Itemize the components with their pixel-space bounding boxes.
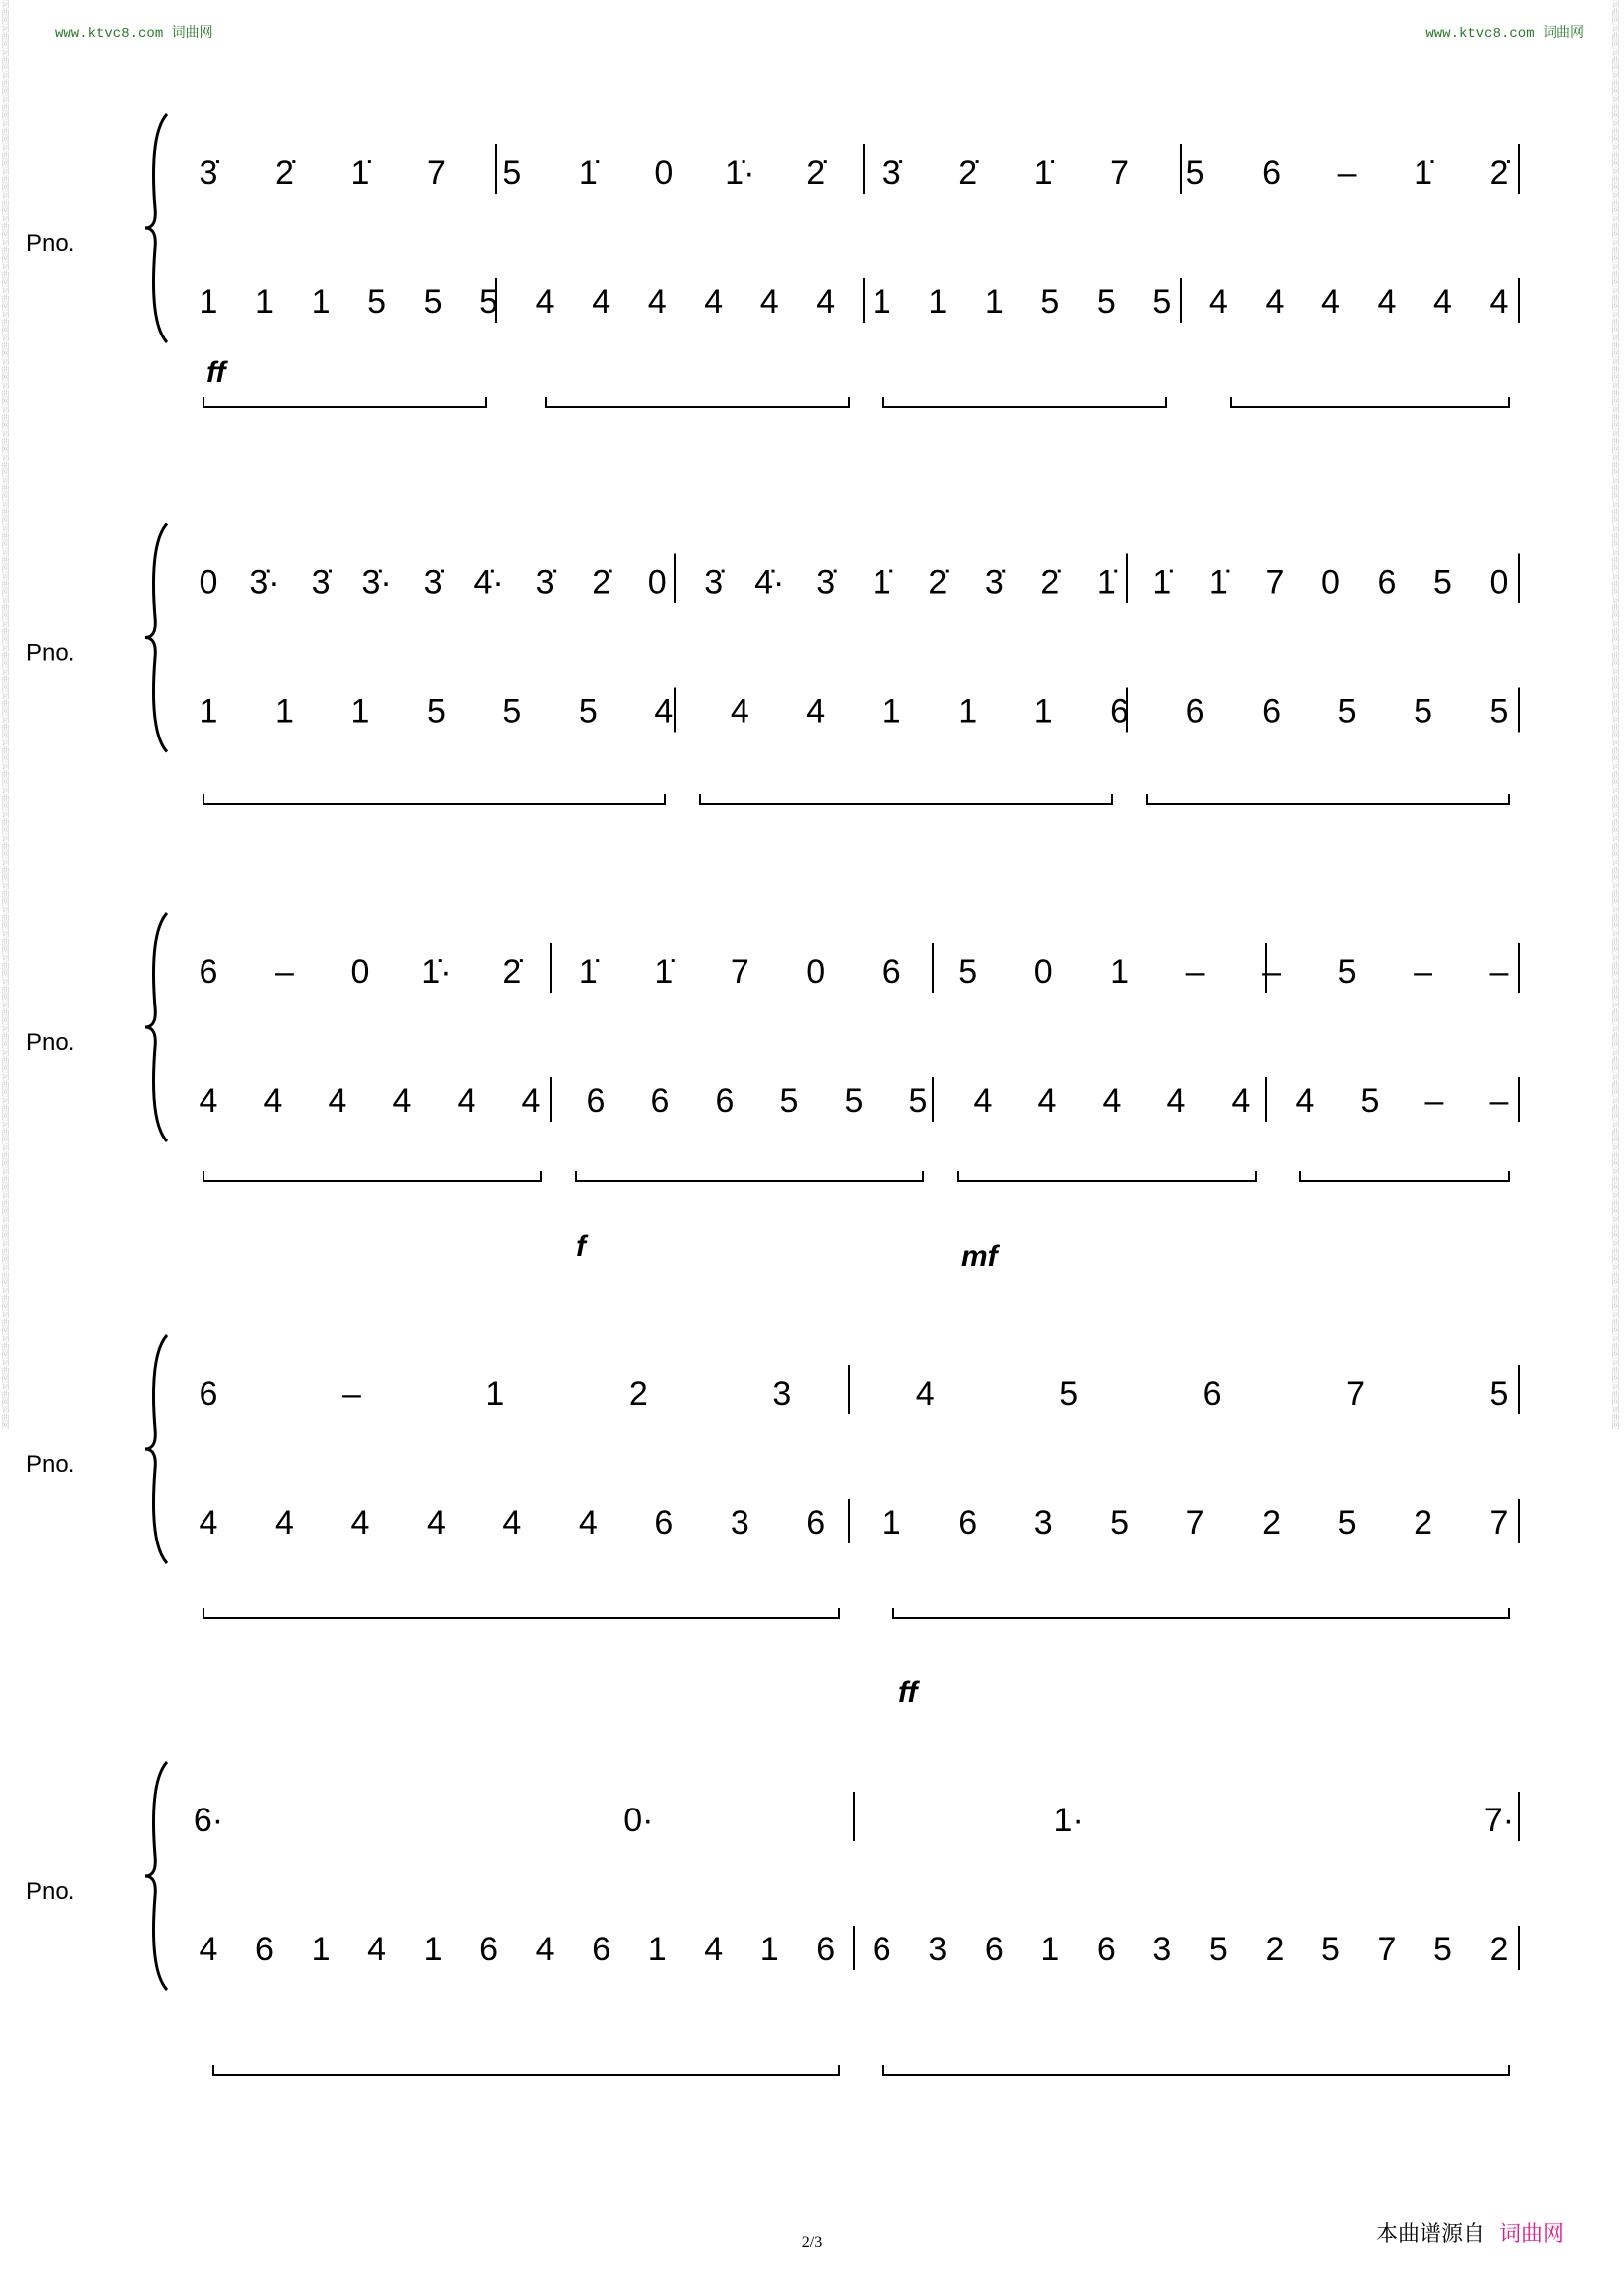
upper-note: 3̇ — [984, 563, 1004, 602]
instrument-label: Pno. — [26, 639, 75, 667]
upper-note: 1̇ — [1096, 563, 1116, 602]
lower-note: 5 — [1320, 1931, 1340, 1968]
lower-note: 2 — [1262, 1504, 1282, 1541]
lower-note: – — [1424, 1082, 1444, 1120]
lower-note: 6 — [586, 1082, 606, 1120]
lower-note: 1 — [872, 283, 891, 321]
lower-note: 6 — [1110, 692, 1130, 731]
upper-note: 1̇ — [1152, 563, 1172, 602]
measure-bracket — [546, 397, 849, 407]
lower-note: 1 — [275, 692, 294, 731]
upper-note: 6· — [193, 1802, 224, 1839]
upper-note: 2̇ — [806, 154, 826, 192]
upper-note: – — [1337, 154, 1357, 192]
staff-brace — [145, 1762, 167, 1990]
lower-note: 4 — [535, 283, 555, 321]
lower-note: 6 — [654, 1504, 674, 1541]
staff-brace — [145, 114, 167, 342]
lower-note: 5 — [479, 283, 499, 321]
lower-note: 4 — [806, 692, 826, 731]
lower-note: 4 — [1489, 283, 1509, 321]
lower-note: 1 — [881, 692, 901, 731]
dynamic-ff: ff — [898, 1676, 918, 1709]
staff-brace — [145, 913, 167, 1141]
side-watermark-right: 词曲网词曲网词曲网词曲网词曲网词曲网词曲网词曲网词曲网词曲网词曲网词曲网词曲网词曲网词曲网词曲网词曲网词曲网词曲网词曲网词曲网词曲网词曲网词曲网词曲网词曲网词曲网词曲网词曲网词曲网词曲网词曲网词曲网词曲网词曲网词曲网词曲网词曲网词曲网词曲网词曲网词曲网词曲网词曲网词曲网词曲网词曲网词曲网词曲网词曲网词曲网词曲网词曲网词曲网词曲网词曲网词曲网词曲网词曲网词曲网 — [1611, 0, 1620, 1429]
lower-note: 4 — [350, 1504, 370, 1541]
lower-note: 4 — [759, 283, 779, 321]
upper-note: 4̇· — [754, 563, 785, 602]
upper-note: 2̇ — [502, 953, 522, 991]
lower-note: 5 — [367, 283, 387, 321]
upper-note: 0 — [1320, 563, 1340, 602]
lower-note: 5 — [779, 1082, 799, 1120]
lower-note: 5 — [423, 283, 443, 321]
upper-note: 1· — [1053, 1802, 1084, 1839]
instrument-label: Pno. — [26, 1451, 75, 1478]
measure-bracket — [883, 397, 1166, 407]
header-right-url: www.ktvc8.com 词曲网 — [1425, 26, 1584, 42]
lower-note: 6 — [715, 1082, 735, 1120]
upper-note: 1̇ — [578, 953, 598, 991]
lower-note: 6 — [592, 1931, 611, 1968]
staff-brace — [145, 1335, 167, 1563]
upper-note: 7 — [1265, 563, 1285, 602]
lower-note: 2 — [1489, 1931, 1509, 1968]
upper-note: 0 — [350, 953, 370, 991]
upper-note: 6 — [199, 953, 218, 991]
upper-note: 3̇ — [199, 154, 218, 192]
measure-bracket — [203, 1608, 839, 1618]
upper-note: 7 — [730, 953, 749, 991]
upper-note: 1̇ — [654, 953, 674, 991]
measure-bracket — [1300, 1171, 1509, 1181]
upper-note: 5 — [1185, 154, 1205, 192]
lower-note: 1 — [928, 283, 948, 321]
lower-note: 7 — [1489, 1504, 1509, 1541]
lower-note: 5 — [1337, 692, 1357, 731]
lower-note: 5 — [1337, 1504, 1357, 1541]
lower-note: 4 — [1265, 283, 1285, 321]
lower-note: 4 — [1102, 1082, 1122, 1120]
credit-brand: 词曲网 — [1498, 2221, 1564, 2246]
upper-note: 3̇· — [249, 563, 280, 602]
lower-note: 3 — [1152, 1931, 1172, 1968]
instrument-label: Pno. — [26, 230, 75, 257]
upper-note: 3̇ — [816, 563, 836, 602]
lower-note: 5 — [844, 1082, 864, 1120]
lower-note: 1 — [423, 1931, 443, 1968]
measure-bracket — [1231, 397, 1509, 407]
upper-note: 6 — [1202, 1375, 1222, 1412]
credit-prefix: 本曲谱源自 — [1375, 2221, 1485, 2246]
lower-note: 4 — [816, 283, 836, 321]
measure-bracket — [203, 794, 665, 804]
upper-note: 5 — [1433, 563, 1452, 602]
upper-note: 2 — [628, 1375, 648, 1412]
lower-note: 1 — [311, 283, 331, 321]
upper-note: 6 — [1262, 154, 1282, 192]
upper-note: – — [1185, 953, 1205, 991]
upper-note: 0· — [623, 1802, 654, 1839]
lower-note: 4 — [502, 1504, 522, 1541]
lower-note: 5 — [1360, 1082, 1380, 1120]
lower-note: 4 — [1166, 1082, 1186, 1120]
lower-note: 5 — [908, 1082, 928, 1120]
lower-note: 7 — [1185, 1504, 1205, 1541]
upper-note: 4 — [915, 1375, 935, 1412]
lower-note: 4 — [199, 1931, 218, 1968]
lower-note: 6 — [816, 1931, 836, 1968]
upper-note: 3̇ — [881, 154, 901, 192]
lower-note: 5 — [578, 692, 598, 731]
measure-bracket — [203, 1171, 541, 1181]
upper-note: 4̇· — [474, 563, 504, 602]
lower-note: 1 — [199, 283, 218, 321]
lower-note: 4 — [1295, 1082, 1315, 1120]
lower-note: 6 — [1096, 1931, 1116, 1968]
lower-note: 4 — [704, 1931, 724, 1968]
lower-note: 1 — [958, 692, 978, 731]
upper-note: 1̇ — [350, 154, 370, 192]
upper-note: 3̇ — [704, 563, 724, 602]
upper-note: 1̇ — [1208, 563, 1228, 602]
lower-note: 4 — [730, 692, 749, 731]
upper-note: 0 — [1489, 563, 1509, 602]
lower-note: 4 — [1208, 283, 1228, 321]
upper-note: 5 — [958, 953, 978, 991]
lower-note: 3 — [1033, 1504, 1053, 1541]
lower-note: 5 — [1152, 283, 1172, 321]
upper-note: – — [1489, 953, 1509, 991]
lower-note: 5 — [1433, 1931, 1452, 1968]
lower-note: 6 — [984, 1931, 1004, 1968]
lower-note: 3 — [730, 1504, 749, 1541]
measure-bracket — [893, 1608, 1509, 1618]
lower-note: 3 — [928, 1931, 948, 1968]
lower-note: 4 — [199, 1504, 218, 1541]
source-credit — [1376, 2217, 1564, 2248]
lower-note: 6 — [872, 1931, 891, 1968]
lower-note: 5 — [426, 692, 446, 731]
upper-note: 2̇ — [592, 563, 611, 602]
upper-note: 5 — [1059, 1375, 1079, 1412]
upper-note: 6 — [881, 953, 901, 991]
lower-note: 4 — [457, 1082, 476, 1120]
instrument-label: Pno. — [26, 1029, 75, 1056]
upper-note: – — [341, 1375, 361, 1412]
upper-note: 5 — [1489, 1375, 1509, 1412]
lower-note: 5 — [1096, 283, 1116, 321]
lower-note: 4 — [1320, 283, 1340, 321]
lower-note: 4 — [263, 1082, 283, 1120]
dynamic-f: f — [576, 1230, 586, 1263]
lower-note: 1 — [311, 1931, 331, 1968]
lower-note: 6 — [650, 1082, 670, 1120]
upper-note: 5 — [1337, 953, 1357, 991]
upper-note: 2̇ — [958, 154, 978, 192]
lower-note: 1 — [984, 283, 1004, 321]
lower-note: 4 — [521, 1082, 541, 1120]
measure-bracket — [213, 2065, 839, 2075]
upper-note: 5 — [502, 154, 522, 192]
lower-note: 4 — [426, 1504, 446, 1541]
upper-note: 3̇· — [361, 563, 392, 602]
upper-note: 1 — [1110, 953, 1130, 991]
lower-note: 6 — [958, 1504, 978, 1541]
upper-note: 0 — [1033, 953, 1053, 991]
lower-note: 4 — [973, 1082, 993, 1120]
lower-note: 5 — [1110, 1504, 1130, 1541]
lower-note: 1 — [759, 1931, 779, 1968]
lower-note: 4 — [392, 1082, 412, 1120]
staff-brace — [145, 524, 167, 752]
upper-note: 3̇ — [535, 563, 555, 602]
upper-note: – — [275, 953, 294, 991]
measure-bracket — [1147, 794, 1509, 804]
lower-note: 5 — [1208, 1931, 1228, 1968]
upper-note: 7 — [1110, 154, 1130, 192]
upper-note: 7· — [1483, 1802, 1515, 1839]
lower-note: 5 — [1040, 283, 1060, 321]
upper-note: 1̇ — [578, 154, 598, 192]
lower-note: 4 — [654, 692, 674, 731]
header-left-url: www.ktvc8.com 词曲网 — [55, 26, 213, 42]
dynamic-ff: ff — [206, 356, 226, 389]
upper-note: 0 — [647, 563, 667, 602]
lower-note: 1 — [199, 692, 218, 731]
upper-note: 6 — [1377, 563, 1397, 602]
upper-note: – — [1262, 953, 1282, 991]
lower-note: 4 — [704, 283, 724, 321]
upper-note: 1 — [485, 1375, 505, 1412]
lower-note: 4 — [367, 1931, 387, 1968]
lower-note: 4 — [647, 283, 667, 321]
lower-note: 4 — [1433, 283, 1452, 321]
upper-note: 6 — [199, 1375, 218, 1412]
lower-note: 4 — [578, 1504, 598, 1541]
upper-note: 1̇ — [1033, 154, 1053, 192]
upper-note: 2̇ — [928, 563, 948, 602]
lower-note: 7 — [1377, 1931, 1397, 1968]
upper-note: 3 — [772, 1375, 792, 1412]
lower-note: 1 — [881, 1504, 901, 1541]
upper-note: 0 — [806, 953, 826, 991]
upper-note: 2̇ — [275, 154, 294, 192]
measure-bracket — [700, 794, 1112, 804]
lower-note: 5 — [1414, 692, 1432, 731]
lower-note: 4 — [535, 1931, 555, 1968]
lower-note: 4 — [1037, 1082, 1057, 1120]
lower-note: 2 — [1265, 1931, 1285, 1968]
lower-note: 1 — [1033, 692, 1053, 731]
lower-note: 4 — [1231, 1082, 1251, 1120]
lower-note: 6 — [255, 1931, 274, 1968]
measure-bracket — [883, 2065, 1509, 2075]
lower-note: 1 — [1040, 1931, 1060, 1968]
dynamic-mf: mf — [961, 1240, 998, 1273]
lower-note: 5 — [1489, 692, 1509, 731]
upper-note: 1̇· — [421, 953, 452, 991]
upper-note: 3̇ — [311, 563, 331, 602]
lower-note: 4 — [328, 1082, 347, 1120]
lower-note: 1 — [350, 692, 370, 731]
measure-bracket — [576, 1171, 923, 1181]
upper-note: 3̇ — [423, 563, 443, 602]
instrument-label: Pno. — [26, 1878, 75, 1905]
upper-note: 0 — [654, 154, 674, 192]
upper-note: 7 — [426, 154, 446, 192]
upper-note: 2̇ — [1040, 563, 1060, 602]
lower-note: 2 — [1414, 1504, 1432, 1541]
upper-note: 0 — [199, 563, 218, 602]
lower-note: 4 — [199, 1082, 218, 1120]
upper-note: 2̇ — [1489, 154, 1509, 192]
lower-note: 6 — [806, 1504, 826, 1541]
lower-note: 1 — [647, 1931, 667, 1968]
lower-note: 6 — [1185, 692, 1205, 731]
upper-note: 1̇ — [872, 563, 891, 602]
upper-note: 7 — [1346, 1375, 1366, 1412]
lower-note: 4 — [592, 283, 611, 321]
lower-note: 6 — [1262, 692, 1282, 731]
upper-note: – — [1414, 953, 1432, 991]
upper-note: 1̇ — [1414, 154, 1432, 192]
lower-note: – — [1489, 1082, 1509, 1120]
lower-note: 5 — [502, 692, 522, 731]
measure-bracket — [958, 1171, 1256, 1181]
upper-note: 1̇· — [725, 154, 755, 192]
page-number: 2/3 — [801, 2234, 823, 2251]
measure-bracket — [203, 397, 486, 407]
lower-note: 6 — [479, 1931, 499, 1968]
lower-note: 4 — [275, 1504, 294, 1541]
lower-note: 4 — [1377, 283, 1397, 321]
lower-note: 1 — [255, 283, 274, 321]
side-watermark-left: 词曲网词曲网词曲网词曲网词曲网词曲网词曲网词曲网词曲网词曲网词曲网词曲网词曲网词曲网词曲网词曲网词曲网词曲网词曲网词曲网词曲网词曲网词曲网词曲网词曲网词曲网词曲网词曲网词曲网词曲网词曲网词曲网词曲网词曲网词曲网词曲网词曲网词曲网词曲网词曲网词曲网词曲网词曲网词曲网词曲网词曲网词曲网词曲网词曲网词曲网词曲网词曲网词曲网词曲网词曲网词曲网词曲网词曲网词曲网词曲网 — [1, 0, 10, 1429]
